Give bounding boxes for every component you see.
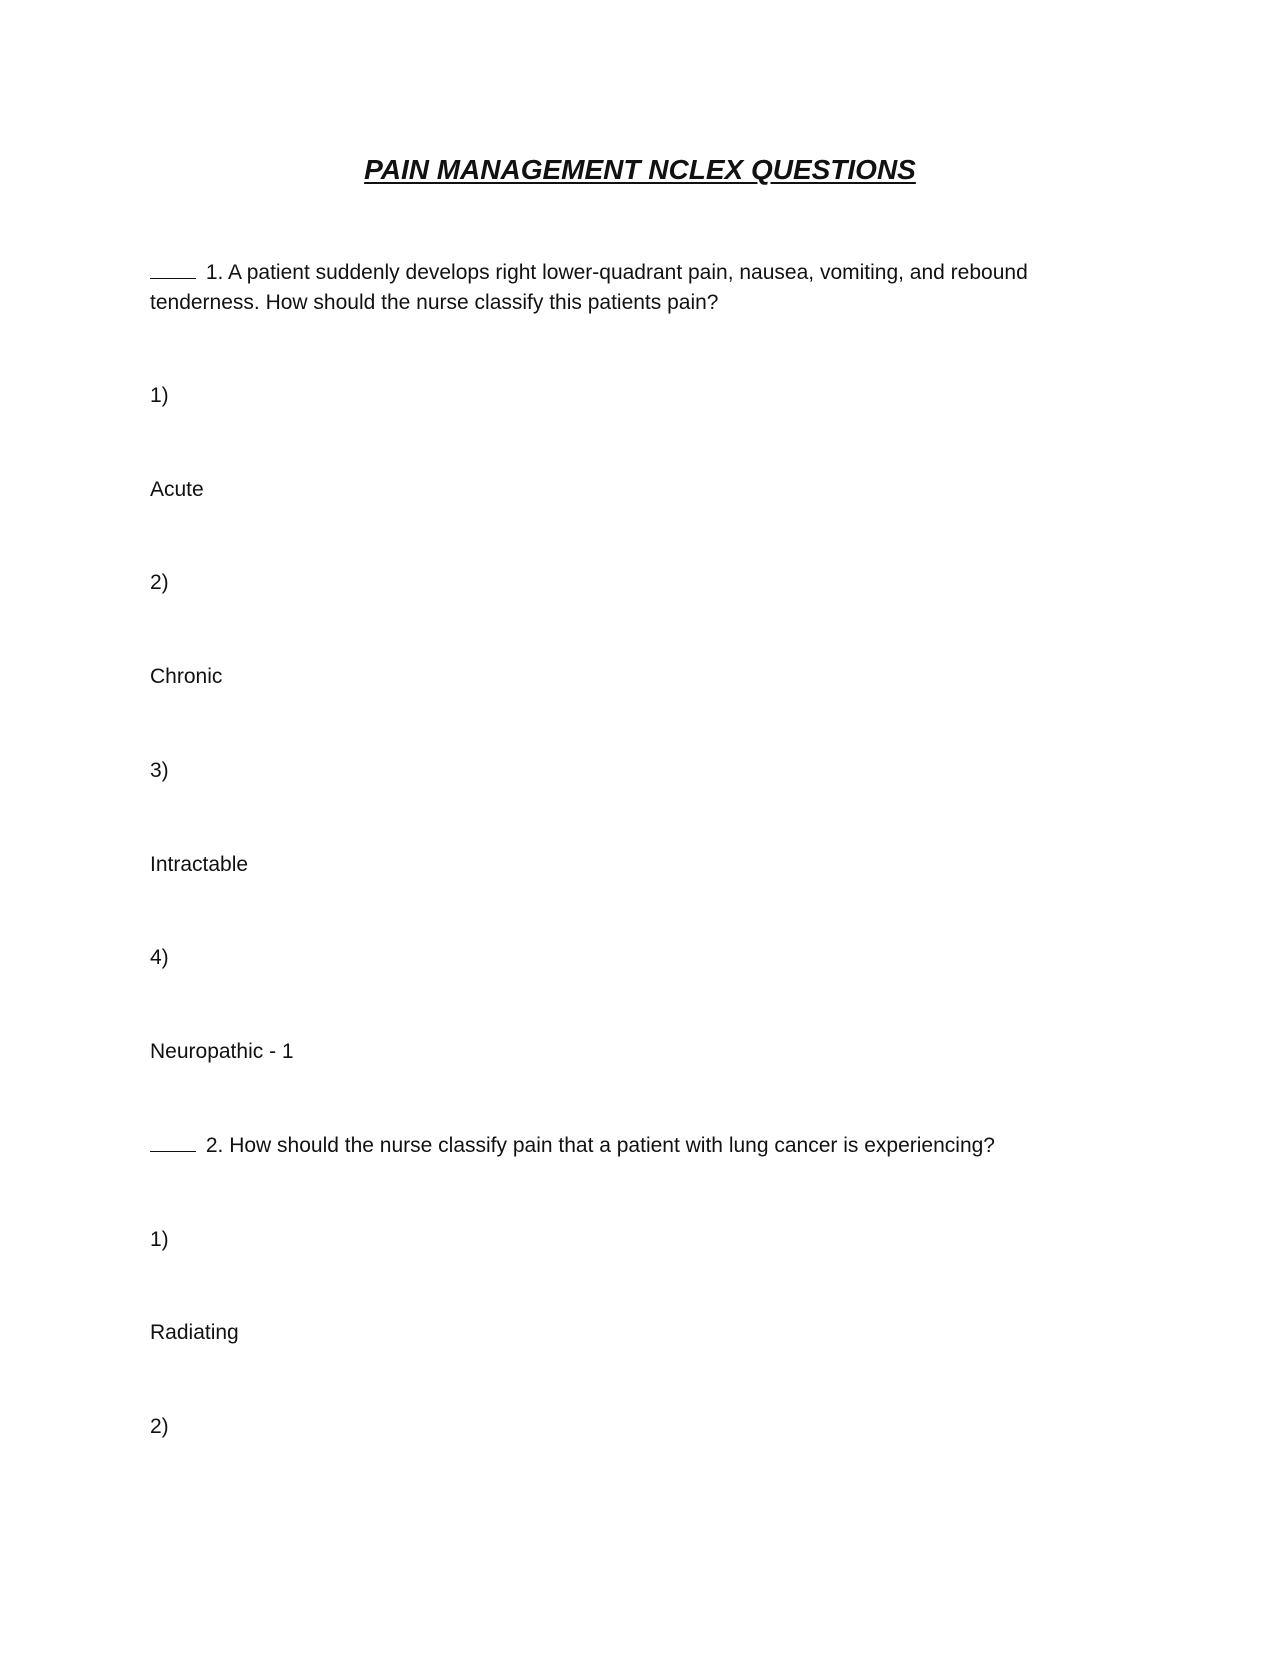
option-label: 2) [150, 571, 169, 594]
option-label: 1) [150, 384, 169, 407]
page-title: PAIN MANAGEMENT NCLEX QUESTIONS [364, 154, 916, 185]
option-label: 2) [150, 1415, 169, 1438]
option-label: 3) [150, 759, 169, 782]
option-label: 1) [150, 1228, 169, 1251]
question-text: How should the nurse classify pain that a patient with lung cancer is experiencing? [229, 1134, 995, 1157]
question-2 [150, 1131, 1050, 1161]
question-number: 1. [205, 261, 224, 284]
option-text: Chronic [150, 665, 223, 688]
question-1 [150, 258, 1050, 318]
answer-blank-line [150, 1132, 196, 1152]
option-text: Radiating [150, 1321, 239, 1344]
option-text: Intractable [150, 853, 249, 876]
question-number: 2. [205, 1134, 224, 1157]
answer-blank-line [150, 259, 196, 279]
option-label: 4) [150, 946, 169, 969]
option-text: Neuropathic - 1 [150, 1040, 294, 1063]
question-text: A patient suddenly develops right lower-quadrant pain, nausea, vomiting, and rebound tenderness. How should the nurse classify this patients pain? [150, 261, 1028, 314]
option-text: Acute [150, 478, 204, 501]
